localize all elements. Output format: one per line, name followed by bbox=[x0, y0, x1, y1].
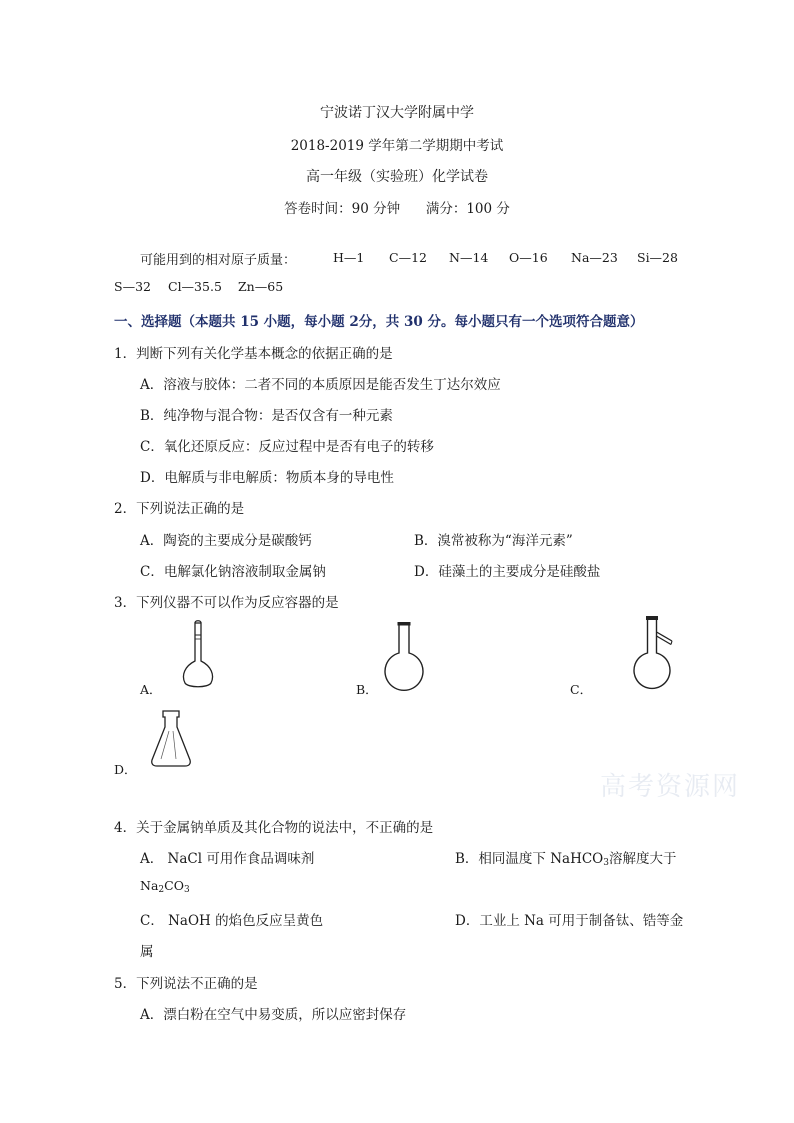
atomic-mass-item: Na—23 bbox=[571, 250, 618, 265]
atomic-mass-item: C—12 bbox=[389, 250, 427, 265]
q4-option-d: D．工业上 Na 可用于制备钛、锆等金 bbox=[455, 913, 684, 929]
atomic-mass-item: N—14 bbox=[449, 250, 489, 265]
q2-option-d: D．硅藻土的主要成分是硅酸盐 bbox=[414, 564, 601, 580]
watermark: 高考资源网 bbox=[600, 772, 741, 802]
atomic-mass-item: Si—28 bbox=[637, 250, 678, 265]
atomic-mass-item: O—16 bbox=[509, 250, 548, 265]
question-4-stem: 4．关于金属钠单质及其化合物的说法中，不正确的是 bbox=[114, 820, 434, 836]
exam-time-score: 答卷时间：90 分钟 满分：100 分 bbox=[284, 201, 510, 217]
atomic-mass-item: H—1 bbox=[333, 250, 365, 265]
q2-option-b: B．溴常被称为“海洋元素” bbox=[414, 533, 573, 549]
q1-option-a: A．溶液与胶体：二者不同的本质原因是能否发生丁达尔效应 bbox=[140, 377, 501, 393]
q1-option-b: B．纯净物与混合物：是否仅含有一种元素 bbox=[140, 408, 393, 424]
q4-option-c: C． NaOH 的焰色反应呈黄色 bbox=[140, 913, 324, 929]
q3-label-a: A． bbox=[140, 682, 162, 697]
paper-title: 高一年级（实验班）化学试卷 bbox=[306, 169, 488, 185]
question-3-stem: 3．下列仪器不可以作为反应容器的是 bbox=[114, 595, 339, 611]
atomic-mass-item: S—32 bbox=[114, 279, 151, 294]
q4-option-a: A． NaCl 可用作食品调味剂 bbox=[140, 851, 315, 867]
school-name: 宁波诺丁汉大学附属中学 bbox=[320, 105, 474, 121]
q3-label-d: D． bbox=[114, 762, 137, 777]
distillation-flask-icon bbox=[628, 614, 680, 692]
atomic-mass-item: Cl—35.5 bbox=[168, 279, 222, 294]
round-bottom-flask-icon bbox=[380, 620, 428, 692]
atomic-mass-item: Zn—65 bbox=[238, 279, 284, 294]
q3-label-b: B． bbox=[356, 682, 378, 697]
q4-option-b-continuation: $Na_2CO_3$ bbox=[140, 878, 190, 895]
q2-option-c: C．电解氯化钠溶液制取金属钠 bbox=[140, 564, 326, 580]
q2-option-a: A．陶瓷的主要成分是碳酸钙 bbox=[140, 533, 312, 549]
question-2-stem: 2．下列说法正确的是 bbox=[114, 501, 245, 517]
question-5-stem: 5．下列说法不正确的是 bbox=[114, 976, 258, 992]
q4-option-d-continuation: 属 bbox=[140, 944, 154, 960]
q1-option-c: C．氧化还原反应：反应过程中是否有电子的转移 bbox=[140, 439, 434, 455]
q3-label-c: C． bbox=[570, 682, 593, 697]
q5-option-a: A．漂白粉在空气中易变质，所以应密封保存 bbox=[140, 1007, 407, 1023]
conical-flask-icon bbox=[146, 705, 196, 771]
section-title: 一、选择题（本题共 15 小题，每小题 2分，共 30 分。每小题只有一个选项符合题意） bbox=[114, 314, 644, 330]
q4-option-b: B．相同温度下 NaHCO$_3$溶解度大于 bbox=[455, 851, 677, 868]
question-1-stem: 1．判断下列有关化学基本概念的依据正确的是 bbox=[114, 346, 393, 362]
exam-term: 2018-2019 学年第二学期期中考试 bbox=[290, 138, 504, 154]
atomic-mass-lead: 可能用到的相对原子质量： bbox=[140, 253, 297, 268]
q1-option-d: D．电解质与非电解质：物质本身的导电性 bbox=[140, 470, 394, 486]
volumetric-flask-icon bbox=[178, 620, 218, 692]
